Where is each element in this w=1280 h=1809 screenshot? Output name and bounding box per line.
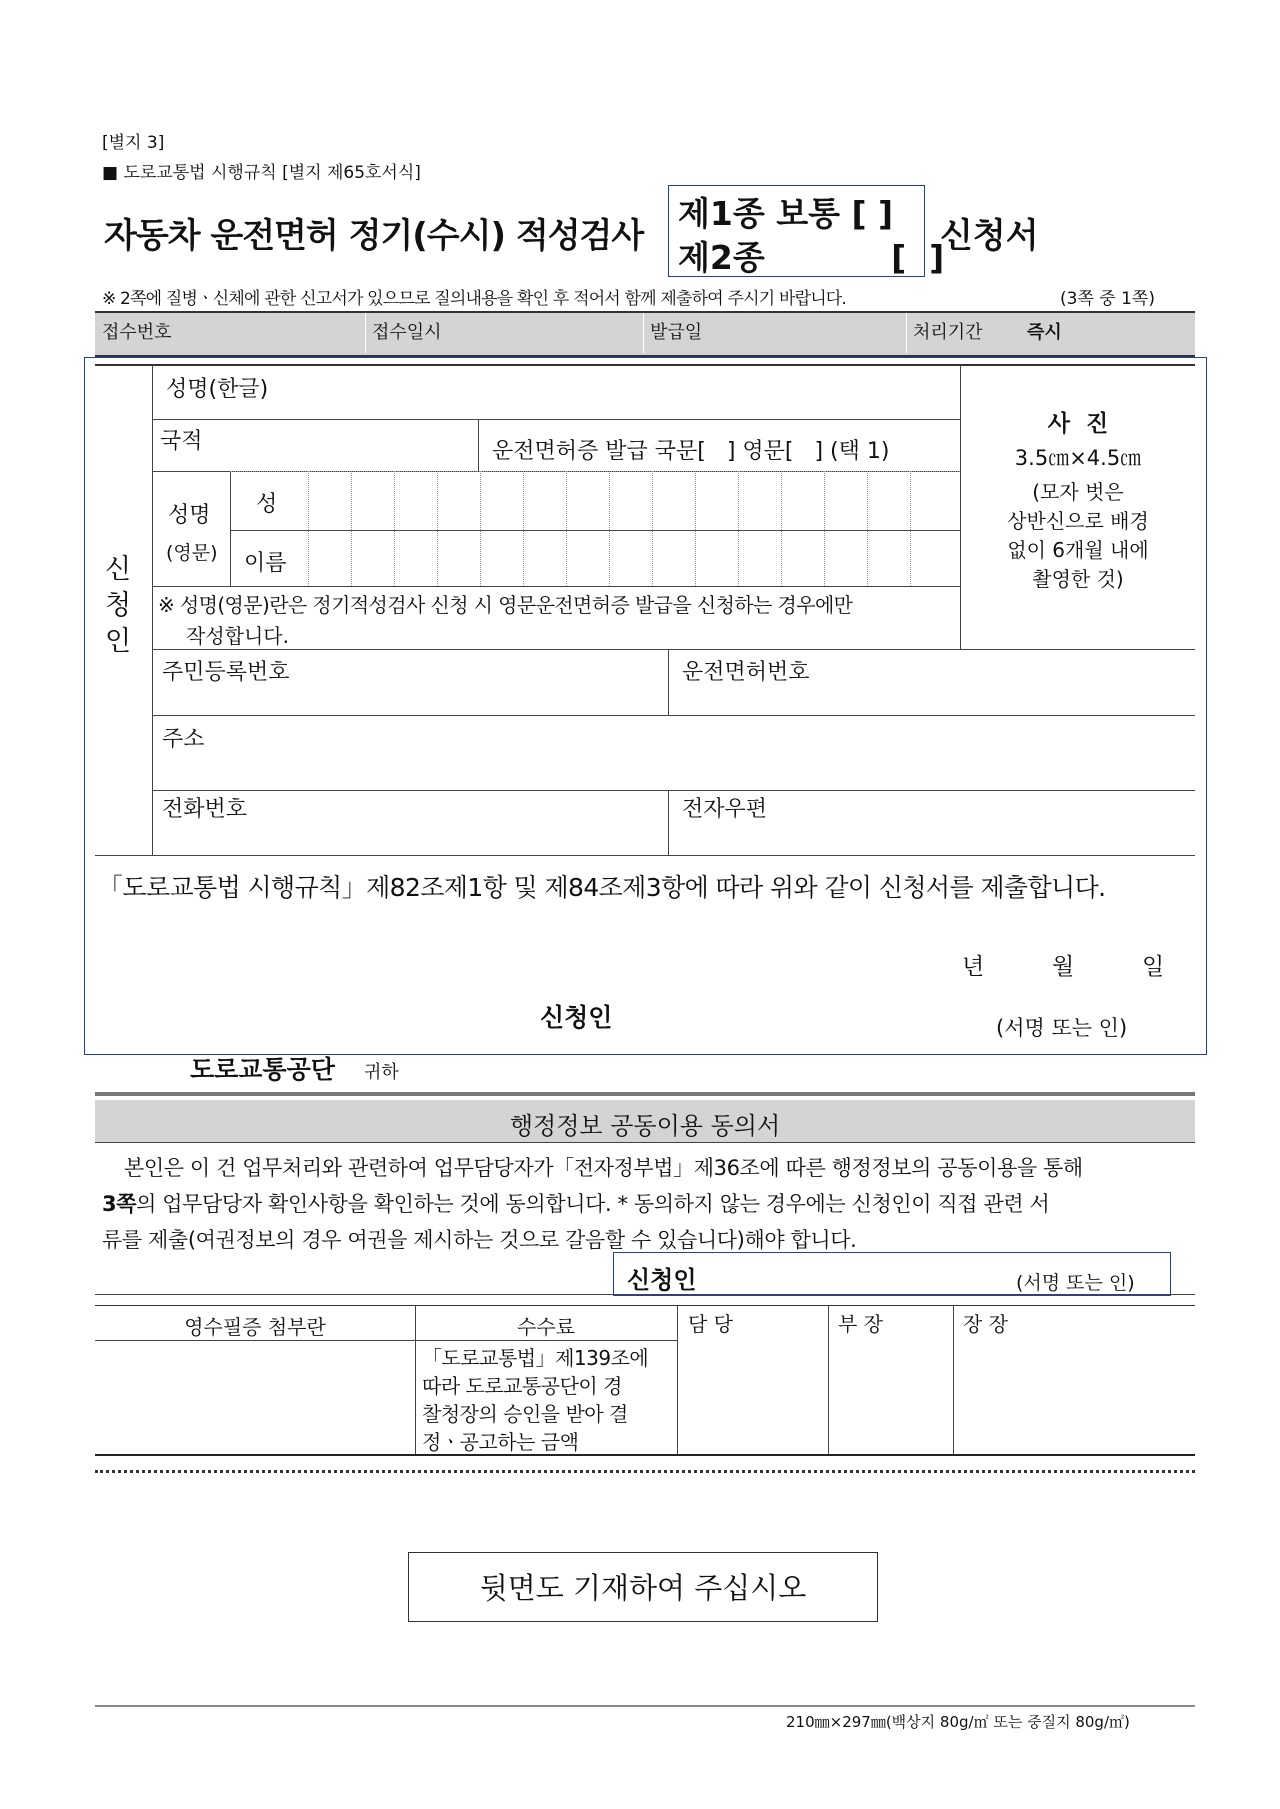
fee-description-2: 따라 도로교통공단이 경 [422,1374,622,1398]
class1-option[interactable]: 제1종 보통 [ ] [678,194,894,233]
consent-text-3: 류를 제출(여권정보의 경우 여권을 제시하는 것으로 갈음할 수 있습니다)해야 합니다. [102,1228,857,1252]
nationality-field[interactable]: 국적 [160,429,203,454]
class2-option[interactable]: 제2종 [ ] [678,238,945,277]
regulation-label: ■ 도로교통법 시행규칙 [별지 제65호서식] [102,163,421,183]
fee-label: 수수료 [517,1315,575,1339]
consent-text-1: 본인은 이 건 업무처리와 관련하여 업무담당자가「전자정부법」제36조에 따른 행정정보의 공동이용을 통해 [124,1156,1083,1180]
date-month[interactable]: 월 [1052,954,1075,980]
applicant-signature-label: 신청인 [540,1003,613,1032]
photo-size: 3.5㎝×4.5㎝ [1014,446,1142,470]
consent-page-ref: 3쪽 [102,1192,137,1216]
resident-number-field[interactable]: 주민등록번호 [162,660,290,685]
consent-signature-field[interactable]: (서명 또는 인) [1016,1272,1135,1294]
page-indicator: (3쪽 중 1쪽) [1060,289,1155,309]
phone-field[interactable]: 전화번호 [162,797,248,822]
manager-stamp: 부 장 [838,1312,883,1336]
email-field[interactable]: 전자우편 [682,797,768,822]
given-name-field[interactable]: 이름 [244,551,287,576]
processing-period-label: 처리기간 [913,322,983,343]
recipient-honorific: 귀하 [364,1062,399,1083]
receipt-date-label: 접수일시 [372,322,442,343]
fee-description-1: 「도로교통법」제139조에 [422,1346,649,1370]
fee-description [422,1344,648,1456]
applicant-section-label: 신 청 인 [105,554,132,657]
consent-title: 행정정보 공동이용 동의서 [509,1112,781,1140]
address-field[interactable]: 주소 [162,727,205,752]
director-stamp: 장 장 [963,1312,1008,1336]
photo-note-1: (모자 벗은 [1032,480,1124,504]
consent-applicant-label: 신청인 [627,1266,697,1294]
photo-title: 사 진 [1047,411,1109,437]
annex-label: [별지 3] [102,133,165,153]
cut-line [95,1470,1195,1473]
form-title: 자동차 운전면허 정기(수시) 적성검사 [104,216,644,256]
license-issue-language[interactable]: 운전면허증 발급 국문[ ] 영문[ ] (택 1) [492,439,890,464]
back-side-notice: 뒷면도 기재하여 주십시오 [479,1571,807,1605]
date-day[interactable]: 일 [1142,954,1165,980]
declaration-text: 「도로교통법 시행규칙」제82조제1항 및 제84조제3항에 따라 위와 같이 신청서를 제출합니다. [98,873,1106,902]
signature-field[interactable]: (서명 또는 인) [996,1016,1128,1040]
issue-date-label: 발급일 [650,322,703,343]
paper-spec: 210㎜×297㎜(백상지 80g/㎡ 또는 중질지 80g/㎡) [786,1713,1130,1731]
form-title-suffix: 신청서 [940,216,1039,256]
name-korean-field[interactable]: 성명(한글) [166,377,269,402]
processing-period-value: 즉시 [1027,322,1062,343]
consent-text-2 [102,1188,1049,1218]
name-english-label: 성명 [168,503,211,528]
recipient-name: 도로교통공단 [190,1055,335,1084]
photo-note-4: 촬영한 것) [1032,567,1124,591]
photo-note-2: 상반신으로 배경 [1007,509,1149,533]
fee-description-4: 정ㆍ공고하는 금액 [422,1430,579,1454]
date-year[interactable]: 년 [962,954,985,980]
english-name-note-cont: 작성합니다. [186,624,289,648]
name-english-sublabel: (영문) [166,542,218,564]
english-name-note: ※ 성명(영문)란은 정기적성검사 신청 시 영문운전면허증 발급을 신청하는 경우에만 [158,593,853,617]
photo-area [962,405,1194,592]
consent-text-2-body: 의 업무담당자 확인사항을 확인하는 것에 동의합니다. * 동의하지 않는 경우에는 신청인이 직접 관련 서 [136,1192,1050,1216]
notice-text: ※ 2쪽에 질병ㆍ신체에 관한 신고서가 있으므로 질의내용을 확인 후 적어서 함께 제출하여 주시기 바랍니다. [102,289,847,309]
receipt-number-label: 접수번호 [102,322,172,343]
officer-stamp: 담 당 [688,1312,733,1336]
receipt-stamp-area: 영수필증 첨부란 [184,1315,326,1339]
fee-description-3: 찰청장의 승인을 받아 결 [422,1402,628,1426]
photo-note-3: 없이 6개월 내에 [1007,538,1149,562]
license-number-field[interactable]: 운전면허번호 [682,660,810,685]
surname-field[interactable]: 성 [256,492,278,517]
